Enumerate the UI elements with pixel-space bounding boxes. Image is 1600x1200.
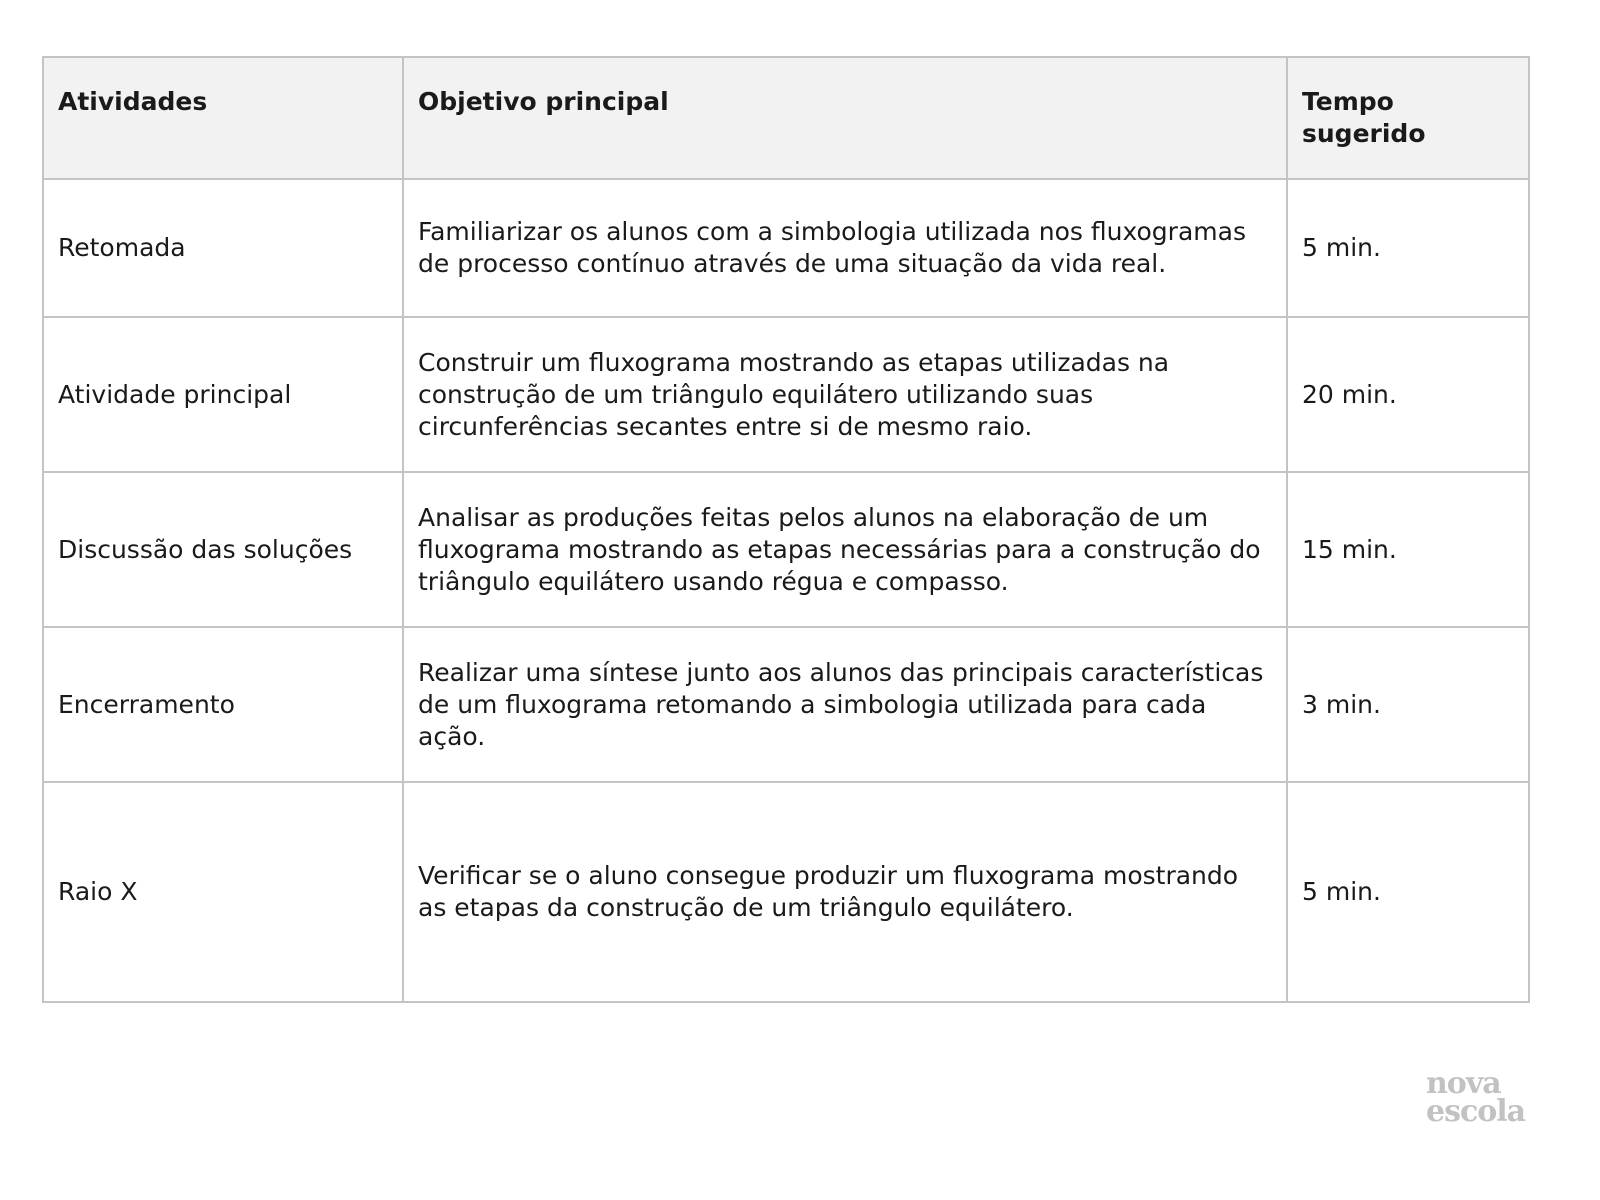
objective-cell: Analisar as produções feitas pelos alunos na elaboração de um fluxograma mostrando as etapas necessárias para a construção do triângulo equilátero usando régua e compasso.: [403, 472, 1287, 627]
objective-cell: Verificar se o aluno consegue produzir um fluxograma mostrando as etapas da construção de um triângulo equilátero.: [403, 782, 1287, 1002]
activity-cell: Retomada: [43, 179, 403, 317]
objective-cell: Realizar uma síntese junto aos alunos das principais características de um fluxograma retomando a simbologia utilizada para cada ação.: [403, 627, 1287, 782]
table-row: [43, 317, 1529, 472]
logo-line-nova: nova: [1426, 1066, 1501, 1101]
time-cell: 15 min.: [1287, 472, 1529, 627]
logo-line-escola: escola: [1426, 1094, 1526, 1129]
header-main-objective: Objetivo principal: [403, 57, 1287, 179]
objective-cell: Construir um fluxograma mostrando as etapas utilizadas na construção de um triângulo equilátero utilizando suas circunferências secantes entre si de mesmo raio.: [403, 317, 1287, 472]
header-activities: Atividades: [43, 57, 403, 179]
activity-cell: Atividade principal: [43, 317, 403, 472]
time-cell: 20 min.: [1287, 317, 1529, 472]
time-cell: 5 min.: [1287, 179, 1529, 317]
table-row: [43, 179, 1529, 317]
objective-cell: Familiarizar os alunos com a simbologia utilizada nos fluxogramas de processo contínuo através de uma situação da vida real.: [403, 179, 1287, 317]
nova-escola-logo: [1426, 1066, 1546, 1129]
activity-cell: Encerramento: [43, 627, 403, 782]
lesson-plan-table: [42, 56, 1530, 1003]
table-row: [43, 782, 1529, 1002]
header-suggested-time: Tempo sugerido: [1287, 57, 1529, 179]
time-cell: 3 min.: [1287, 627, 1529, 782]
table-header-row: [43, 57, 1529, 179]
time-cell: 5 min.: [1287, 782, 1529, 1002]
table-row: [43, 627, 1529, 782]
activity-cell: Raio X: [43, 782, 403, 1002]
table-row: [43, 472, 1529, 627]
activity-cell: Discussão das soluções: [43, 472, 403, 627]
